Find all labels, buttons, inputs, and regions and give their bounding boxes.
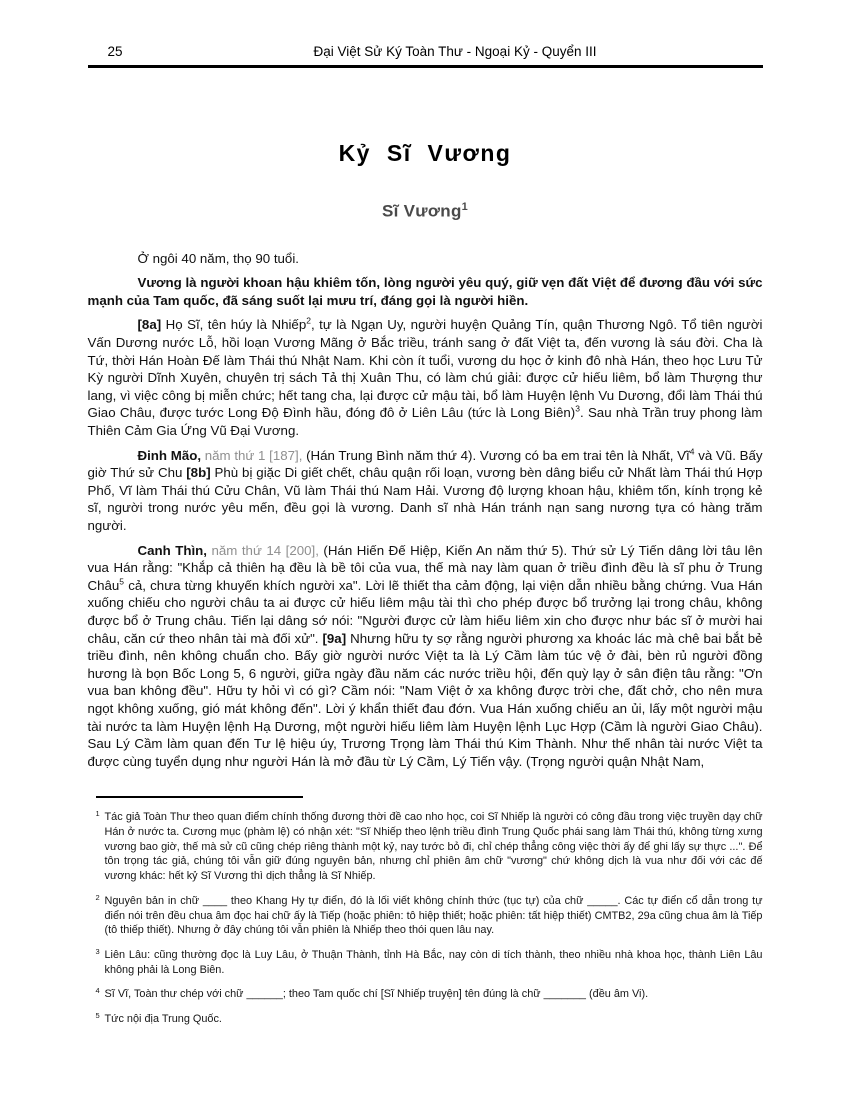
text-run: Phù bị giặc Di giết chết, châu quận rối loạn, vương bèn dâng biểu cử Nhất làm Thái thú Hợp Phố, Vĩ làm Thái thú Cửu Chân, Vũ làm Thái thú Nam Hải. Vương độ lượng khoan hậu, khiêm tốn, kính trọng kẻ sĩ, người trong nước yêu mến, đều gọi là vương. Danh sĩ nhà Hán tránh nạn sang nương tựa có hàng trăm người. [87,465,763,533]
header-rule [88,65,763,68]
header-line [88,44,763,65]
text-run: Nhưng hữu ty sợ rằng người phương xa khoác lác mà chê bai bắt bẻ triều đình, nên không chuẩn cho. Bấy giờ người nước Việt ta là Lý Cầm làm túc vệ ở đài, bèn rủ người đồng hương là bọn Bốc Long 5, 6 người, giữa ngày đầu năm các nước triều hội, đến quỳ lạy ở sân điện tâu rằng: "Ơn vua ban không đều". Hữu ty hỏi vì có gì? Cầm nói: "Nam Việt ở xa không được trời che, đất chở, cho nên mưa ngọt không xuống, gió mát không đến". Lời ý khẩn thiết đau đớn. Vua Hán xuống chiếu an ủi, lấy một người mậu tài nước ta làm Huyện lệnh Hạ Dương, một người hiếu liêm làm Huyện lệnh Lục Hợp (Cầm là người Giao Châu). Sau Lý Cầm làm quan đến Tư lệ hiệu úy, Trương Trọng làm Thái thú Kim Thành. Như thế nhân tài nước Việt ta được cùng tuyển dụng như người Hán là mở đầu từ Lý Cầm, Lý Tiến vậy. (Trọng người quận Nhật Nam, [87,630,763,769]
text-run: Họ Sĩ, tên húy là Nhiếp [161,317,307,333]
footnote-ref: 3 [575,403,580,414]
body-paragraph [88,447,763,535]
footnote-marker: 5 [95,1011,100,1021]
footnote-text: Tức nội địa Trung Quốc. [104,1013,222,1026]
document-page [88,0,763,1027]
footnotes-list [88,810,763,1026]
footnote-ref: 4 [689,446,695,457]
footnote [96,948,763,977]
text-run: [8b] [186,465,211,481]
footnote-marker: 2 [95,892,100,902]
page-number: 25 [107,44,123,59]
document-subtitle [88,201,763,222]
text-run: [9a] [322,630,347,646]
text-run: và Vũ. Bấy giờ Thứ sử Chu [87,447,763,481]
body-paragraph [88,250,763,268]
footnote [96,894,763,938]
footnote [96,1012,763,1027]
page-header [88,44,763,68]
footnote-text: Sĩ Vĩ, Toàn thư chép với chữ ______; theo Tam quốc chí [Sĩ Nhiếp truyện] tên đúng là chữ _______ (đều âm Vi). [104,988,649,1001]
footnote-text: Tác giả Toàn Thư theo quan điểm chính thống đương thời đề cao nho học, coi Sĩ Nhiếp là người có công đầu trong việc truyền dạy chữ Hán ở nước ta. Cương mục (phàm lệ) có nhận xét: "Sĩ Nhiếp theo lệnh triều đình Trung Quốc phái sang làm Thái thú, không từng xưng vương bao giờ, thế mà sử cũ cũng chép riêng thành một kỷ, nay tước bỏ đi, chỉ chép thẳng công việc thời ấy để ghi lấy sự thực ...". Để tôn trọng tác giả, chúng tôi vẫn giữ đúng nguyên bản, nhưng chỉ phiên âm chữ "vương" chứ không dịch là vua như đối với các đế vương khác: hết kỷ Sĩ Vương thì dịch thẳng là Sĩ Nhiếp. [104,811,763,883]
footnote [96,810,763,884]
text-run: Đinh Mão, [137,447,202,463]
footnote-marker: 4 [95,986,100,996]
footnote-marker: 1 [95,809,100,819]
text-run: năm thứ 14 [200], [211,542,319,558]
text-run: năm thứ 1 [187], [204,447,303,463]
footnote-ref: 5 [119,576,125,587]
text-run: , tự là Ngạn Uy, người huyện Quảng Tín, quận Thương Ngô. Tổ tiên người Vấn Dương nước Lỗ, hồi loạn Vương Mãng ở Bắc triều, tránh sang ở đất Việt ta, đến vương là sáu đời. Cha là Tứ, thời Hán Hoàn Đế làm Thái thú Nhật Nam. Khi còn ít tuổi, vương du học ở kinh đô nhà Hán, theo học Lưu Tử Kỳ người Dĩnh Xuyên, chuyên trị sách Tả thị Xuân Thu, có làm chú giải: được cử hiếu liêm, bổ làm Thượng thư lang, vì việc công bị miễn chức; hết tang cha, lại được cử mậu tài, bổ làm Huyện lệnh Vu Dương, đổi làm Thái thú Giao Châu, được tước Long Độ Đình hầu, đóng đô ở Liên Lâu (tức là Long Biên) [87,317,763,421]
footnote-separator [96,796,303,798]
body-paragraph [88,542,763,771]
text-run: Ở ngôi 40 năm, thọ 90 tuổi. [137,250,299,266]
document-title: Kỷ Sĩ Vương [338,140,512,166]
subtitle-footnote-ref: 1 [461,201,469,213]
text-run: (Hán Hiến Đế Hiệp, Kiến An năm thứ 5). Thứ sử Lý Tiến dâng lời tâu lên vua Hán rằng: "Khắp cả thiên hạ đều là bề tôi của vua, thế mà nay làm quan ở triều đình đều là sĩ phu ở Trung Châu [87,542,763,593]
text-run: Canh Thìn, [137,542,207,558]
footnote-ref: 2 [306,316,311,327]
body-paragraph [88,316,763,439]
body-paragraph [88,274,763,309]
footnote [96,987,763,1002]
text-run: [8a] [137,317,162,333]
body-text [88,250,763,771]
text-run: Vương là người khoan hậu khiêm tốn, lòng người yêu quý, giữ vẹn đất Việt để đương đầu với sức mạnh của Tam quốc, đã sáng suốt lại mưu trí, đáng gọi là người hiền. [87,275,763,308]
footnote-text: Nguyên bản in chữ ____ theo Khang Hy tự điển, đó là lối viết không chính thức (tục tự) của chữ _____. Các tự điển cổ dẫn trong tự điển nói trên đều chua âm đọc hai chữ ấy là Tiếp (hoặc phiên: tô hiệp thiết; hoặc phiên: tất hiệp thiết) CMTB2, 29a cũng chua âm là Tiếp (tô thiếp thiết). Nhưng ở đây chúng tôi vẫn phiên là Nhiếp theo thói quen lâu nay. [104,894,763,937]
header-title: Đại Việt Sử Ký Toàn Thư - Ngoại Kỷ - Quyển III [313,44,597,59]
subtitle-text: Sĩ Vương [381,201,462,221]
text-run: . Sau nhà Trần truy phong làm Thiên Cảm Gia Ứng Vũ Đại Vương. [87,405,763,438]
footnote-marker: 3 [95,946,100,956]
footnote-text: Liên Lâu: cũng thường đọc là Luy Lâu, ở Thuận Thành, tỉnh Hà Bắc, nay còn di tích thành, theo nhiều nhà khoa học, thành Liên Lâu không phải là Long Biên. [104,948,763,976]
text-run: cả, chưa từng khuyến khích người xa". Lời lẽ thiết tha cảm động, lại viện dẫn nhiều bằng chứng. Vua Hán xuống chiếu cho người châu ta ai được cử hiếu liêm mậu tài thì cho phép được bổ trưởng lại trong châu, không được bổ ở Trung châu. Tiến lại dâng sớ nói: "Người được cử làm hiếu liêm xin cho được như bác sĩ ở mười hai châu, căn cứ theo nhân tài mà đối xử". [87,577,763,646]
text-run: (Hán Trung Bình năm thứ 4). Vương có ba em trai tên là Nhất, Vĩ [302,447,690,463]
